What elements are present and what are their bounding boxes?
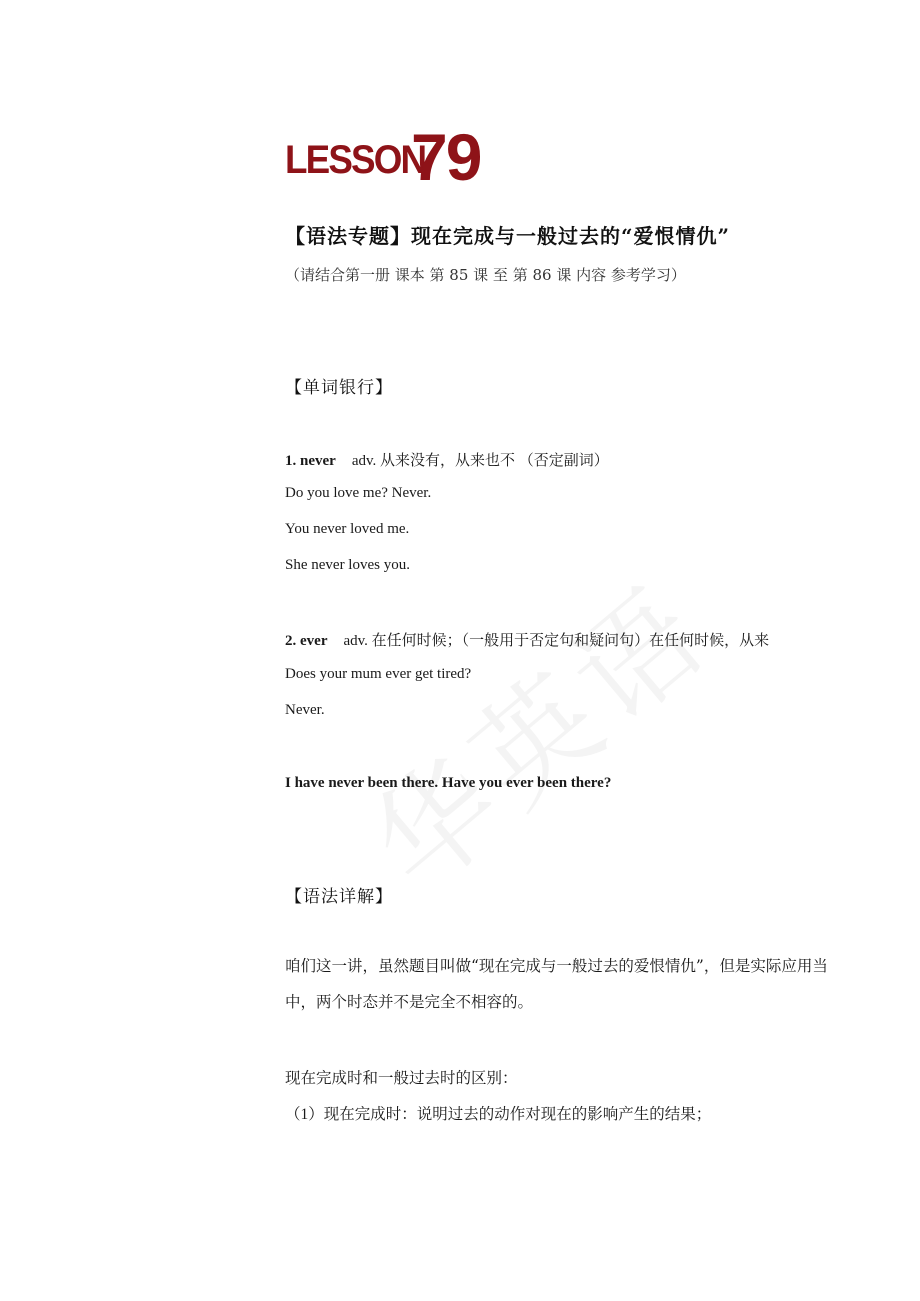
- word-entry-never: [285, 449, 609, 470]
- example-line: Never.: [285, 702, 325, 718]
- grammar-intro: 咱们这一讲，虽然题目叫做“现在完成与一般过去的爱恨情仇”，但是实际应用当中，两个时态并不是完全不相容的。: [285, 957, 828, 1011]
- topic-title: 【语法专题】现在完成与一般过去的“爱恨情仇”: [285, 224, 731, 248]
- word-definition: adv. 从来没有，从来也不 （否定副词）: [351, 453, 609, 469]
- lesson-word: LESSON: [285, 138, 426, 182]
- word-term: 1. never: [285, 453, 336, 469]
- word-definition: adv. 在任何时候；（一般用于否定句和疑问句）在任何时候，从来: [343, 633, 770, 649]
- example-line: Do you love me? Never.: [285, 485, 432, 501]
- example-line: Does your mum ever get tired?: [285, 666, 472, 682]
- difference-title: 现在完成时和一般过去时的区别：: [285, 1070, 518, 1087]
- highlight-sentence: I have never been there. Have you ever been there?: [285, 775, 612, 791]
- grammar-point-1: （1）现在完成时：说明过去的动作对现在的影响产生的结果；: [285, 1106, 712, 1123]
- example-line: She never loves you.: [285, 557, 410, 573]
- word-bank-heading: 【单词银行】: [285, 378, 393, 398]
- grammar-heading: 【语法详解】: [285, 887, 393, 907]
- example-line: You never loved me.: [285, 521, 410, 537]
- word-entry-ever: [285, 629, 769, 650]
- lesson-number: 79: [411, 120, 481, 194]
- watermark: [330, 539, 739, 921]
- topic-note: （请结合第一册 课本 第 85 课 至 第 86 课 内容 参考学习）: [285, 266, 686, 284]
- word-term: 2. ever: [285, 633, 328, 649]
